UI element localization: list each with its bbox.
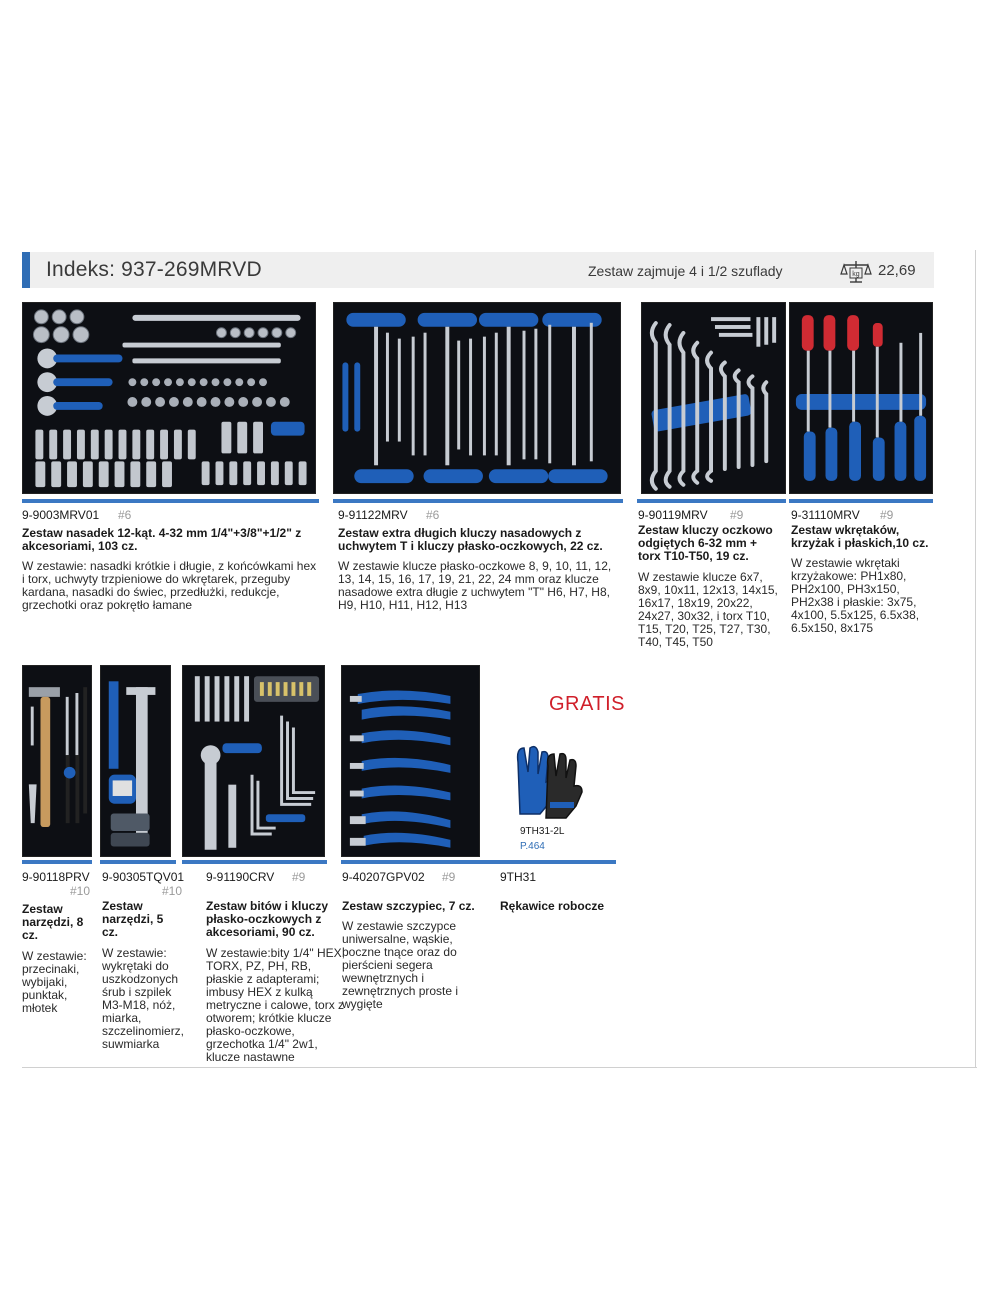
- product-number: #9: [442, 870, 456, 884]
- product-divider: [182, 860, 327, 864]
- product-number: #6: [426, 508, 440, 522]
- product-name: Rękawice robocze: [500, 899, 605, 913]
- weight-scale-icon: [840, 258, 872, 284]
- product-name: Zestaw narzędzi, 5 cz.: [102, 899, 164, 939]
- product-code: 9-9003MRV01: [22, 508, 100, 522]
- product-description: W zestawie szczypce uniwersalne, wąskie, boczne tnące oraz do pierścieni segera wewnętrznych i zewnętrznych proste i wygięte: [342, 919, 459, 1011]
- offset-wrench-set-photo: [641, 302, 786, 494]
- product-divider: [333, 499, 623, 503]
- screwdriver-set-photo: [789, 302, 933, 494]
- index-header: [22, 252, 934, 288]
- bit-and-wrench-set-photo: [182, 665, 325, 857]
- header-accent-bar: [22, 252, 30, 288]
- product-divider: [100, 860, 176, 864]
- product-name: Zestaw extra długich kluczy nasadowych z uchwytem T i kluczy płasko-oczkowych, 22 cz.: [338, 526, 603, 553]
- product-number: #10: [162, 884, 183, 898]
- product-description: W zestawie klucze płasko-oczkowe 8, 9, 10, 11, 12, 13, 14, 15, 16, 17, 19, 21, 22, 24 mm oraz klucze nasadowe extra długie z uchwytem "T" H6, H7, H8, H9, H10, H11, H12, H13: [338, 559, 612, 612]
- measuring-tools-photo: [100, 665, 171, 857]
- weight-value: 22,69: [878, 262, 916, 279]
- product-code: 9-31110MRV: [791, 508, 860, 522]
- page-border-right: [975, 250, 976, 1068]
- product-description: W zestawie wkrętaki krzyżakowe: PH1x80, PH2x100, PH3x150, PH2x38 i płaskie: 3x75, 4x100, 5.5x125, 6.5x38, 6.5x150, 8x175: [791, 556, 920, 635]
- hammer-chisel-set-photo: [22, 665, 92, 857]
- page-border-bottom: [22, 1067, 977, 1068]
- product-description: W zestawie:bity 1/4" HEX, TORX, PZ, PH, RB, płaskie z adapterami; imbusy HEX z kulką metryczne i calowe, torx z otworem; krótkie klucze płasko-oczkowe, grzechotka 1/4" 2w1, klucze nastawne: [206, 946, 345, 1064]
- product-name: Zestaw nasadek 12-kąt. 4-32 mm 1/4"+3/8"+1/2" z akcesoriami, 103 cz.: [22, 526, 302, 553]
- gratis-label: GRATIS: [549, 693, 625, 715]
- product-name: Zestaw wkrętaków, krzyżak i płaskich,10 cz.: [791, 523, 929, 550]
- product-description: W zestawie: wykrętaki do uszkodzonych śrub i szpilek M3-M18, nóż, miarka, szczelinomierz, suwmiarka: [102, 946, 185, 1051]
- t-handle-wrench-set-photo: [333, 302, 621, 494]
- product-divider: [341, 860, 616, 864]
- socket-set-photo: [22, 302, 316, 494]
- product-code: 9-91122MRV: [338, 508, 408, 522]
- product-name: Zestaw narzędzi, 8 cz.: [22, 902, 84, 942]
- product-code: 9TH31: [500, 870, 537, 884]
- product-number: #9: [880, 508, 894, 522]
- product-description: W zestawie: nasadki krótkie i długie, z końcówkami hex i torx, uchwyty trzpieniowe do wkrętarek, przeguby kardana, nasadki do świec, przedłużki, redukcje, grzechotki oraz pokrętło łamane: [22, 559, 317, 612]
- product-code: 9-90305TQV01: [102, 870, 185, 884]
- product-description: W zestawie klucze 6x7, 8x9, 10x11, 12x13, 14x15, 16x17, 18x19, 20x22, 24x27, 30x32, i torx T10, T15, T20, T25, T27, T30, T40, T45, T50: [638, 570, 778, 649]
- pliers-set-photo: [341, 665, 480, 857]
- gratis-page-ref[interactable]: P.464: [520, 841, 545, 852]
- product-divider: [637, 499, 786, 503]
- product-code: 9-91190CRV: [206, 870, 275, 884]
- product-number: #9: [730, 508, 744, 522]
- product-number: #9: [292, 870, 306, 884]
- product-description: W zestawie: przecinaki, wybijaki, punktak, młotek: [22, 949, 87, 1015]
- product-name: Zestaw szczypiec, 7 cz.: [342, 899, 475, 913]
- product-divider: [22, 860, 92, 864]
- product-name: Zestaw bitów i kluczy płasko-oczkowych z akcesoriami, 90 cz.: [206, 899, 329, 939]
- product-code: 9-90118PRV: [22, 870, 90, 884]
- product-number: #6: [118, 508, 132, 522]
- product-name: Zestaw kluczy oczkowo odgiętych 6-32 mm + torx T10-T50, 19 cz.: [638, 523, 773, 563]
- product-divider: [789, 499, 933, 503]
- weight-unit-label: kg: [852, 271, 860, 278]
- product-code: 9-40207GPV02: [342, 870, 425, 884]
- work-gloves-image: [510, 742, 586, 822]
- product-divider: [22, 499, 319, 503]
- product-code: 9-90119MRV: [638, 508, 708, 522]
- index-title: Indeks: 937-269MRVD: [46, 258, 262, 281]
- gratis-item-code: 9TH31-2L: [520, 826, 565, 837]
- drawer-info: Zestaw zajmuje 4 i 1/2 szuflady: [588, 263, 783, 279]
- product-number: #10: [70, 884, 91, 898]
